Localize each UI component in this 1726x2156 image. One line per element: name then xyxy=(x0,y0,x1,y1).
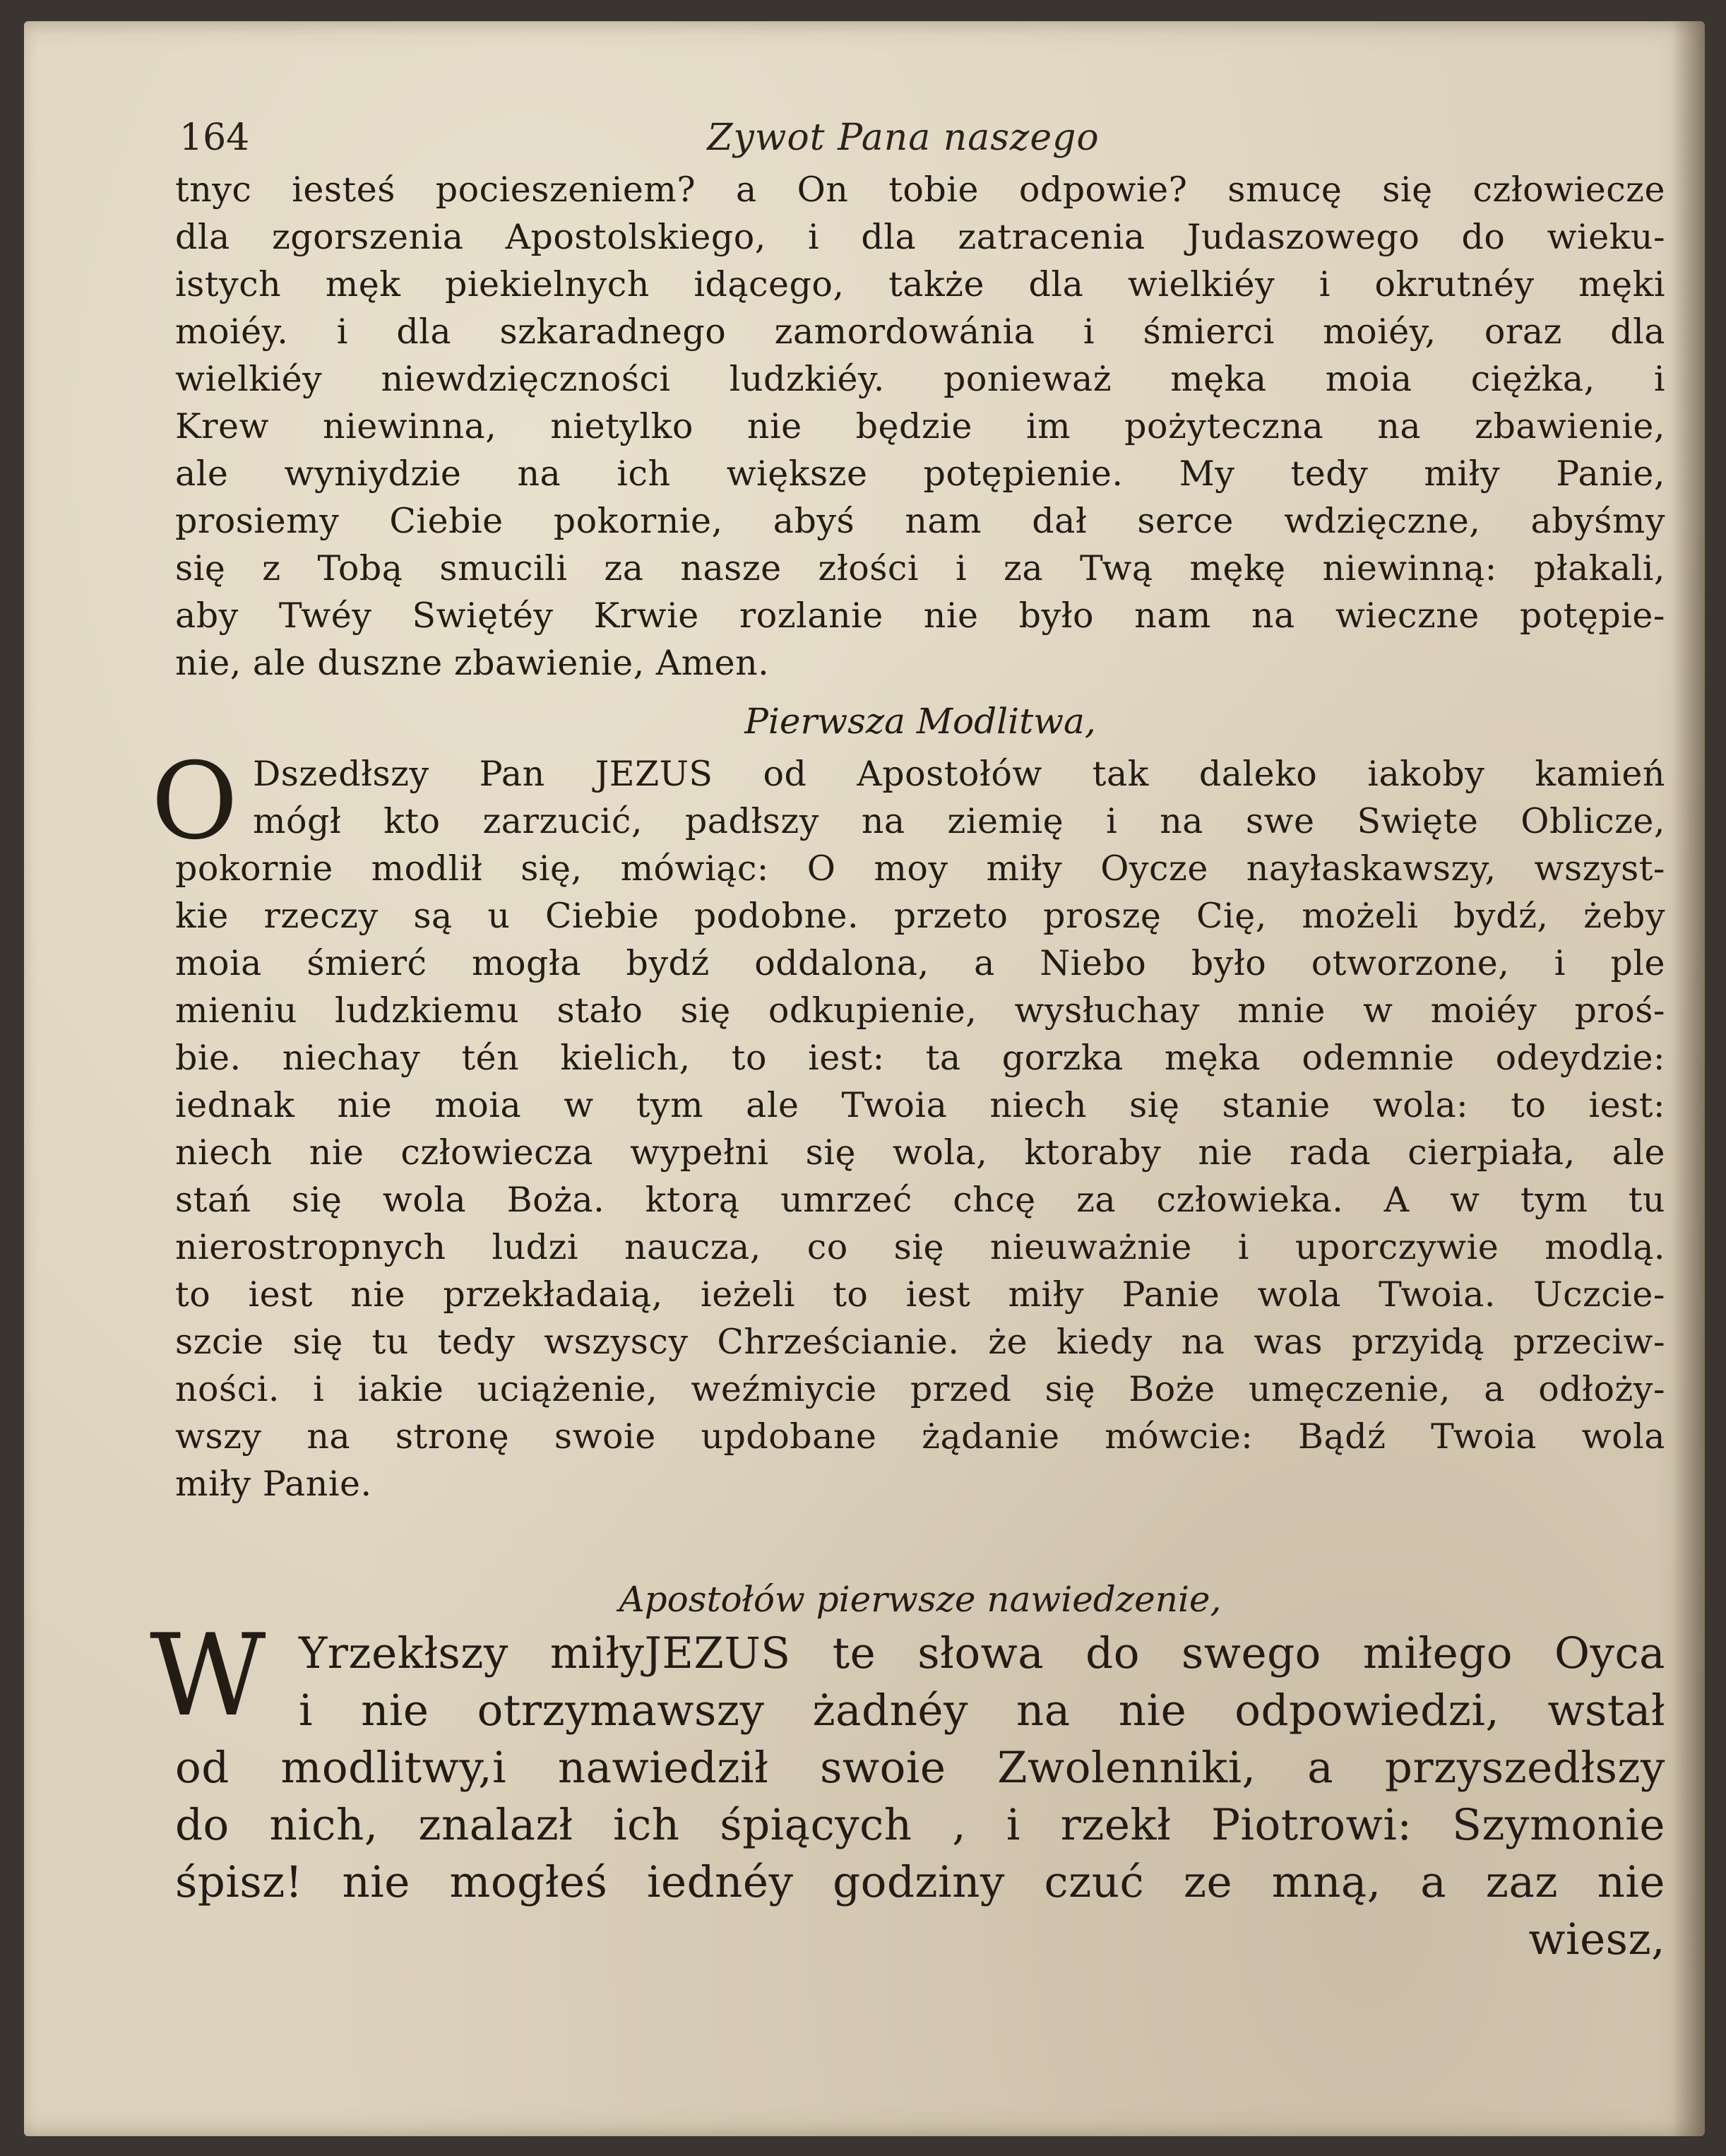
section-heading-prayer: Pierwsza Modlitwa, xyxy=(744,701,1096,742)
text-line: i nie otrzymawszy żadnéy na nie odpowiedzi, wstał xyxy=(299,1686,1665,1736)
paragraph-visit xyxy=(175,1625,1665,1968)
text-line: bie. niechay tén kielich, to iest: ta gorzka męka odemnie odeydzie: xyxy=(175,1038,1665,1078)
text-line: iednak nie moia w tym ale Twoia niech się stanie wola: to iest: xyxy=(175,1085,1665,1125)
text-line: miły Panie. xyxy=(175,1464,372,1504)
text-line: moiéy. i dla szkaradnego zamordowánia i śmierci moiéy, oraz dla xyxy=(175,312,1665,352)
text-line: Dszedłszy Pan JEZUS od Apostołów tak daleko iakoby kamień xyxy=(253,754,1665,794)
text-line: nierostropnych ludzi naucza, co się nieuważnie i uporczywie modlą. xyxy=(175,1227,1665,1267)
text-line: do nich, znalazł ich śpiących , i rzekł Piotrowi: Szymonie xyxy=(175,1800,1665,1850)
text-line: tnyc iesteś pocieszeniem? a On tobie odpowie? smucę się człowiecze xyxy=(175,170,1665,210)
text-line: Krew niewinna, nietylko nie będzie im pożyteczna na zbawienie, xyxy=(175,406,1665,446)
text-line: wielkiéy niewdzięczności ludzkiéy. ponieważ męka moia ciężka, i xyxy=(175,359,1665,399)
text-line: od modlitwy,i nawiedził swoie Zwolenniki, a przyszedłszy xyxy=(175,1743,1665,1793)
text-line: kie rzeczy są u Ciebie podobne. przeto proszę Cię, możeli bydź, żeby xyxy=(175,896,1665,936)
text-line: aby Twéy Swiętéy Krwie rozlanie nie było nam na wieczne potępie- xyxy=(175,596,1665,636)
drop-cap: W xyxy=(150,1609,266,1741)
paragraph-prayer xyxy=(175,750,1665,1508)
text-line: niech nie człowiecza wypełni się wola, ktoraby nie rada cierpiała, ale xyxy=(175,1132,1665,1173)
text-line: prosiemy Ciebie pokornie, abyś nam dał serce wdzięczne, abyśmy xyxy=(175,501,1665,541)
page-header xyxy=(151,117,1655,166)
text-line: ności. i iakie uciążenie, weźmiycie przed się Boże umęczenie, a odłoży- xyxy=(175,1369,1665,1409)
text-line: to iest nie przekładaią, ieżeli to iest miły Panie wola Twoia. Uczcie- xyxy=(175,1274,1665,1315)
text-line: szcie się tu tedy wszyscy Chrześcianie. że kiedy na was przyidą przeciw- xyxy=(175,1322,1665,1362)
text-line: Yrzekłszy miłyJEZUS te słowa do swego miłego Oyca xyxy=(299,1628,1665,1678)
paragraph-continuation xyxy=(175,166,1665,687)
page-number: 164 xyxy=(179,117,250,159)
section-heading-visit: Apostołów pierwsze nawiedzenie, xyxy=(619,1579,1222,1620)
text-line: wszy na stronę swoie updobane żądanie mówcie: Bądź Twoia wola xyxy=(175,1416,1665,1457)
text-line: stań się wola Boża. ktorą umrzeć chcę za człowieka. A w tym tu xyxy=(175,1180,1665,1220)
drop-cap: O xyxy=(151,740,238,863)
text-line: dla zgorszenia Apostolskiego, i dla zatracenia Judaszowego do wieku- xyxy=(175,217,1665,257)
text-line: nie, ale duszne zbawienie, Amen. xyxy=(175,643,770,683)
text-line: moia śmierć mogła bydź oddalona, a Niebo było otworzone, i ple xyxy=(175,943,1665,983)
text-line: śpisz! nie mogłeś iednéy godziny czuć ze mną, a zaz nie xyxy=(175,1857,1665,1907)
text-line: pokornie modlił się, mówiąc: O moy miły Oycze nayłaskawszy, wszyst- xyxy=(175,848,1665,889)
text-line: mógł kto zarzucić, padłszy na ziemię i na swe Swięte Oblicze, xyxy=(253,801,1665,841)
page-gutter-shadow xyxy=(1672,21,1705,2136)
catchword: wiesz, xyxy=(1528,1914,1665,1965)
text-line: ale wyniydzie na ich większe potępienie. My tedy miły Panie, xyxy=(175,454,1665,494)
running-title: Zywot Pana naszego xyxy=(707,117,1100,159)
book-page xyxy=(24,21,1705,2136)
text-line: się z Tobą smucili za nasze złości i za Twą mękę niewinną: płakali, xyxy=(175,548,1665,588)
text-line: istych męk piekielnych idącego, także dla wielkiéy i okrutnéy męki xyxy=(175,264,1665,304)
text-line: mieniu ludzkiemu stało się odkupienie, wysłuchay mnie w moiéy proś- xyxy=(175,990,1665,1031)
